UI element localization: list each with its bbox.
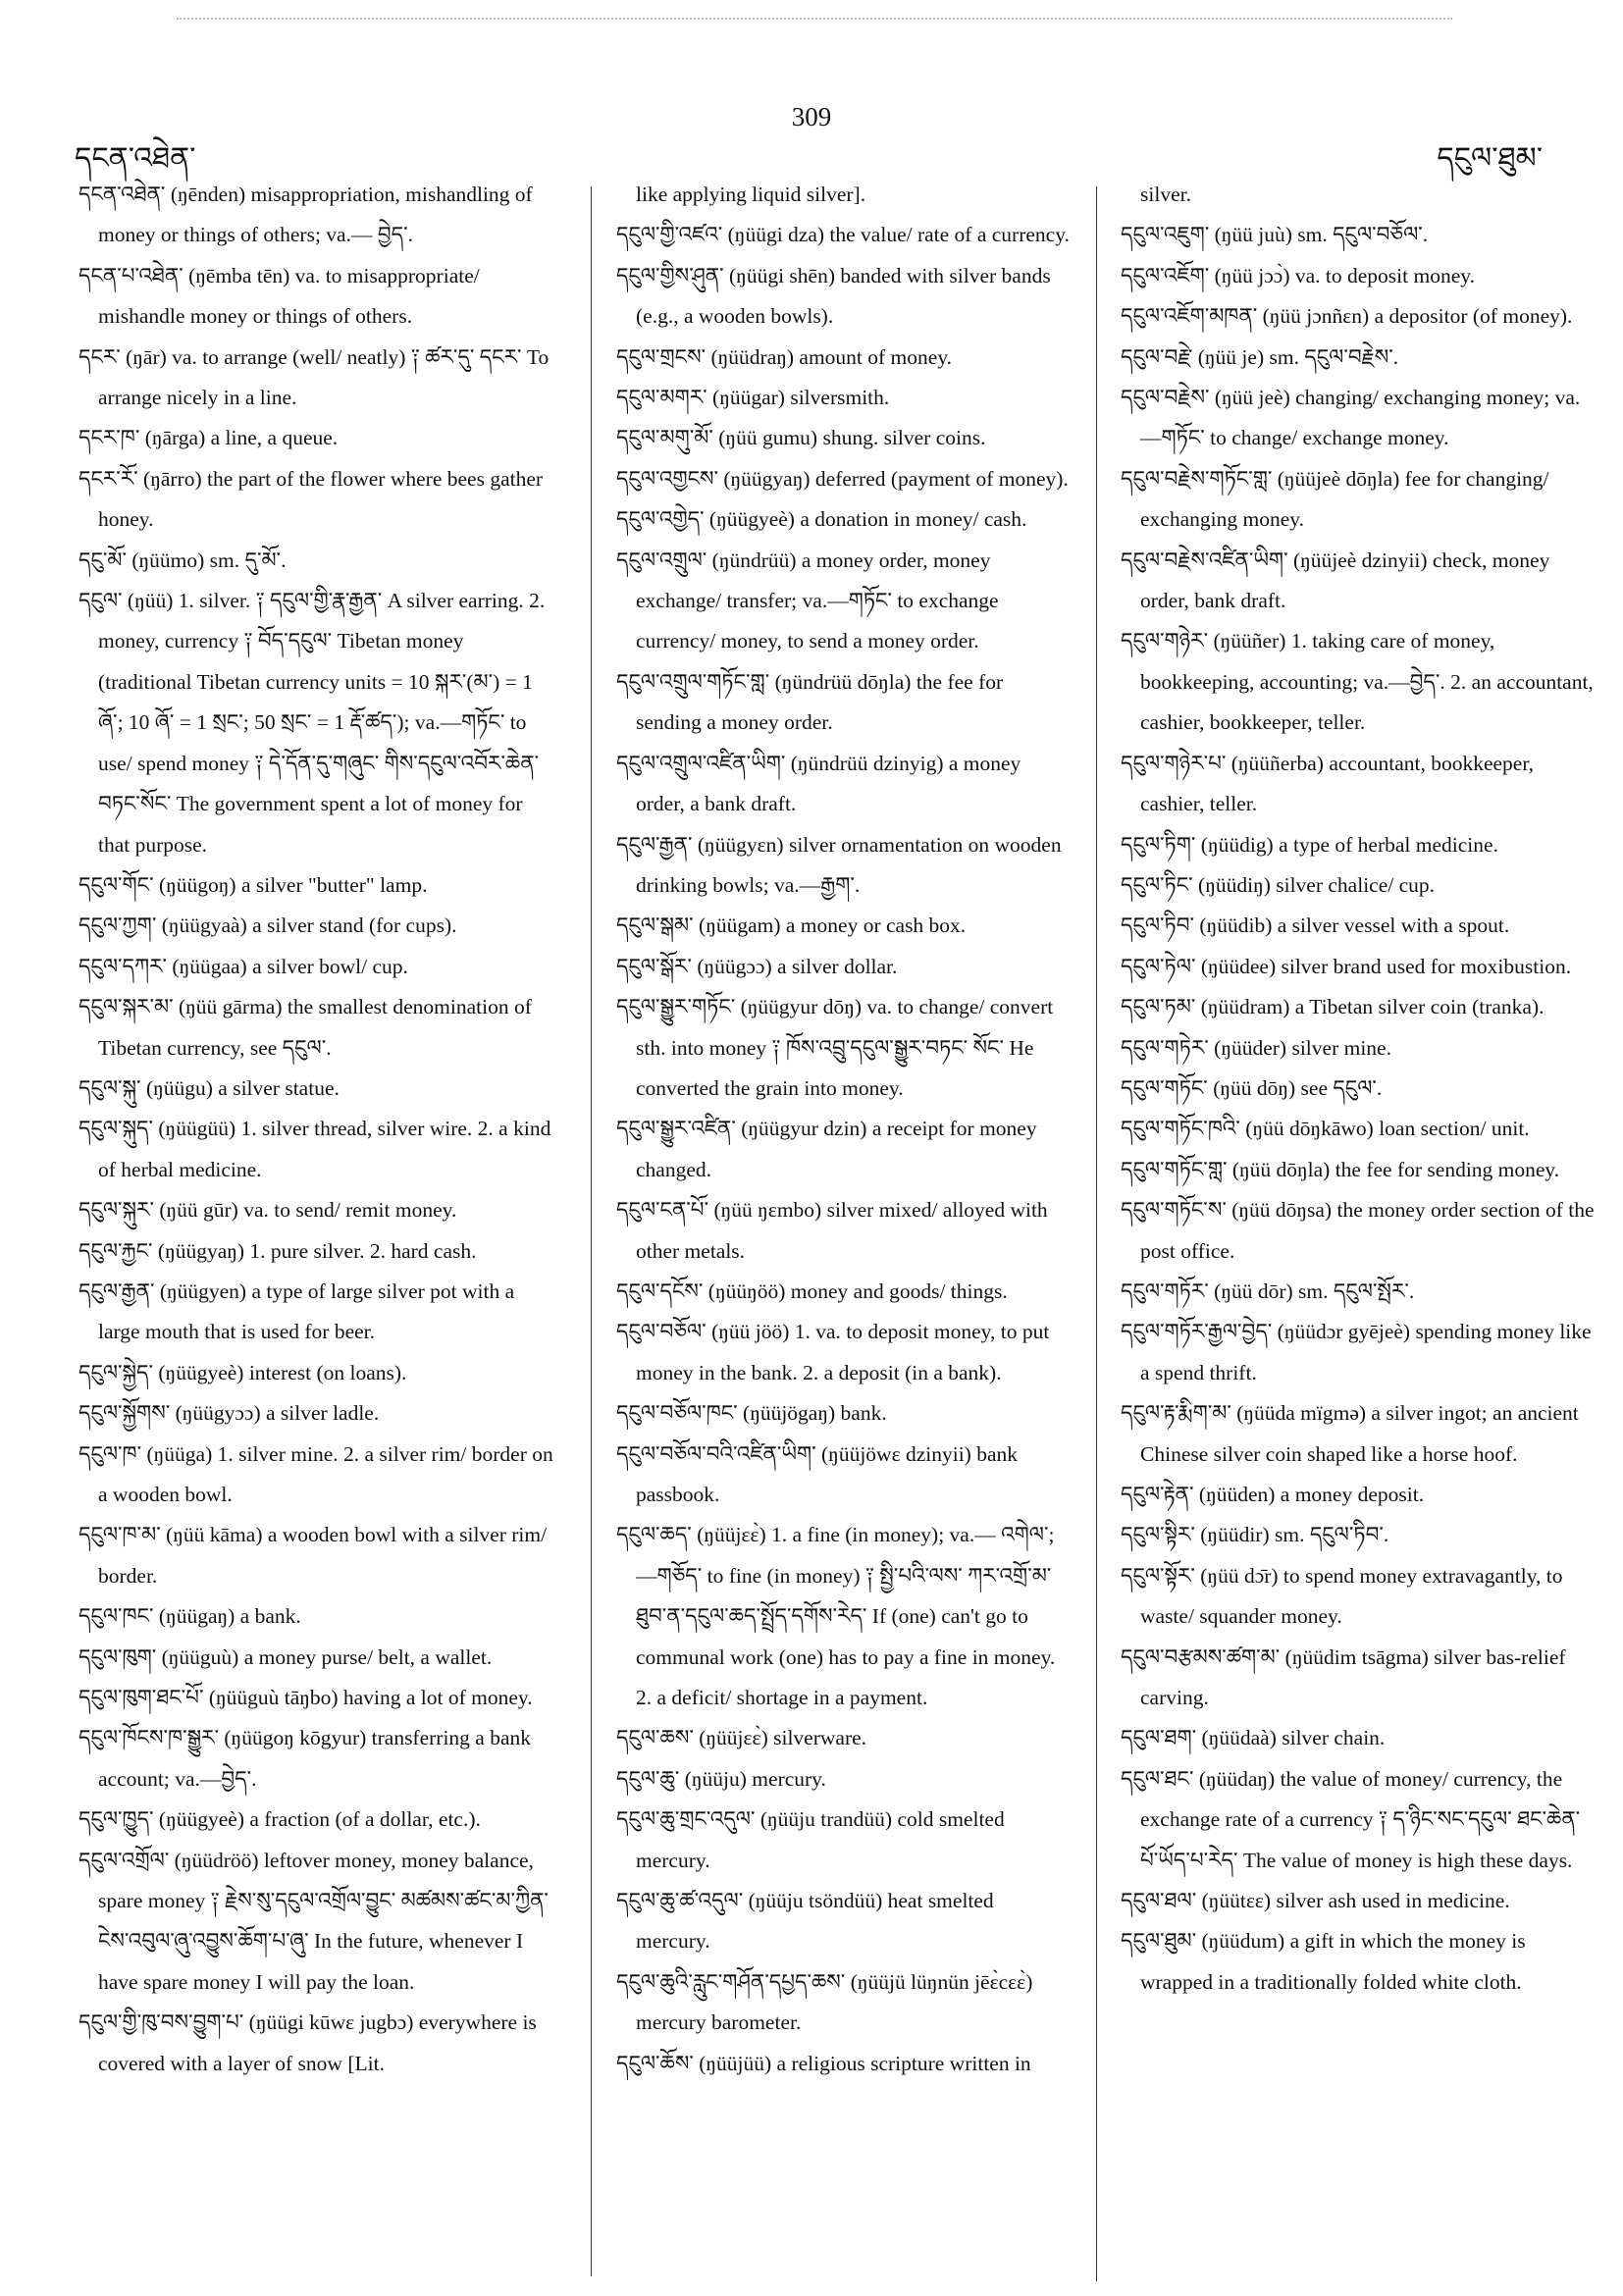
dictionary-entry: དངུལ་དཀར་ (ŋüügaa) a silver bowl/ cup. [79, 954, 408, 978]
dictionary-entry: དངུལ་མགར་ (ŋüügar) silversmith. [616, 386, 890, 410]
scan-edge-dots [177, 18, 1452, 20]
dictionary-entry: དངུལ་ཁུག་ཐང་པོ་ (ŋüüguù tāŋbo) having a lot of money. [79, 1686, 533, 1710]
dictionary-entry: དངུལ་ཆད་ (ŋüüjɛɛ̀) 1. a fine (in money); va.— འགེལ་; —གཅོད་ to fine (in money) ༑ སྤྱི་པའི་ལས་ ཀར་འགྲོ་མ་ཐུབ་ན་དངུལ་ཆད་སྤྲོད་དགོས་རེད་ If (one) can't go to communal work (one) has to pay a fine in money. 2. a deficit/ shortage in a payment. [616, 1523, 1056, 1710]
dictionary-entry: དངུལ་ཏིག་ (ŋüüdig) a type of herbal medicine. [1121, 832, 1498, 857]
left-guide-word: དངན་འཐེན་ [75, 142, 196, 175]
dictionary-entry: དངུལ་སྟོར་ (ŋüü dɔ̄r) to spend money extravagantly, to waste/ squander money. [1121, 1563, 1563, 1629]
dictionary-entry: དངུལ་སྐུད་ (ŋüügüü) 1. silver thread, silver wire. 2. a kind of herbal medicine. [79, 1117, 551, 1181]
dictionary-entry: དངུལ་ཆུ་ (ŋüüju) mercury. [616, 1766, 826, 1791]
dictionary-entry: དངུལ་གཏོང་ཁའི་ (ŋüü dōŋkāwo) loan section/ unit. [1121, 1117, 1530, 1141]
dictionary-entry: དངུལ་ཏིབ་ (ŋüüdib) a silver vessel with a spout. [1121, 913, 1510, 938]
dictionary-entry: དངུལ་རྐྱང་ (ŋüügyaŋ) 1. pure silver. 2. hard cash. [79, 1238, 477, 1263]
dictionary-entry: དངུལ་ཏམ་ (ŋüüdram) a Tibetan silver coin (tranka). [1121, 995, 1544, 1019]
dictionary-entry: དངུལ་འགྲུལ་གཏོང་གླ་ (ŋündrüü dōŋla) the fee for sending a money order. [616, 669, 1004, 735]
dictionary-entry: དངུལ་འགྲོལ་ (ŋüüdröö) leftover money, money balance, spare money ༑ རྗེས་སུ་དངུལ་འགྲོལ་བྱུང་ མཚམས་ཚང་མ་ཀྱིན་ངེས་འབུལ་ཞུ་འབྱུས་ཆོག་པ་ཞུ་ In the future, whenever I have spare money I will pay the loan. [79, 1848, 549, 1994]
dictionary-entry: དངུལ་ཁྱུད་ (ŋüügyeè) a fraction (of a dollar, etc.). [79, 1807, 481, 1832]
dictionary-entry: དངུལ་དངོས་ (ŋüüŋöö) money and goods/ things. [616, 1278, 1008, 1303]
dictionary-entry: དངུལ་བཅོལ་བའི་འཛིན་ཡིག་ (ŋüüjöwɛ dzinyii) bank passbook. [616, 1441, 1019, 1506]
dictionary-entry: དངུ་མོ་ (ŋüümo) sm. དུ་མོ་. [79, 548, 287, 572]
dictionary-entry: དངན་པ་འཐེན་ (ŋēmba tēn) va. to misappropriate/ mishandle money or things of others. [79, 263, 480, 329]
dictionary-entry: དངུལ་ཐང་ (ŋüüdaŋ) the value of money/ currency, the exchange rate of a currency ༑ ད་ཉིང་སང་དངུལ་ ཐང་ཆེན་པོ་ཡོད་པ་རེད་ The value of money is high these days. [1121, 1766, 1581, 1872]
dictionary-entry: དངུལ་སྒམ་ (ŋüügam) a money or cash box. [616, 913, 967, 938]
dictionary-entry: དངུལ་བརྩམས་ཚག་མ་ (ŋüüdim tsāgma) silver bas-relief carving. [1121, 1644, 1566, 1710]
dictionary-entry: like applying liquid silver]. [636, 183, 866, 206]
dictionary-entry: དངུལ་ཆས་ (ŋüüjɛɛ̀) silverware. [616, 1726, 867, 1750]
dictionary-entry: དངར་ (ŋār) va. to arrange (well/ neatly) ༑ ཚར་དུ་ དངར་ To arrange nicely in a line. [79, 344, 550, 410]
page-number: 309 [791, 102, 832, 131]
dictionary-entry: དངུལ་ཆུ་ཚ་འདུལ་ (ŋüüju tsöndüü) heat smelted mercury. [616, 1889, 994, 1954]
column-divider-1 [591, 186, 592, 2276]
dictionary-entry: དངུལ་འགྱེད་ (ŋüügyeè) a donation in money/ cash. [616, 507, 1027, 532]
dictionary-entry: དངུལ་སྐུ་ (ŋüügu) a silver statue. [79, 1075, 340, 1100]
dictionary-entry: དངུལ་སྐུར་ (ŋüü gūr) va. to send/ remit money. [79, 1198, 457, 1223]
dictionary-entry: དངུལ་གྱི་འཛའ་ (ŋüügi dza) the value/ rate of a currency. [616, 223, 1070, 247]
dictionary-entry: དངུལ་འགྲུལ་འཛིན་ཡིག་ (ŋündrüü dzinyig) a money order, a bank draft. [616, 751, 1021, 816]
dictionary-entry: དངུལ་སྐྱོགས་ (ŋüügyɔɔ) a silver ladle. [79, 1401, 380, 1426]
dictionary-entry: དངུལ་བཅོལ་ཁང་ (ŋüüjögaŋ) bank. [616, 1401, 887, 1426]
dictionary-entry: དངུལ་གྱི་ཁུ་བས་བྱུག་པ་ (ŋüügi kūwɛ jugbɔ) everywhere is covered with a layer of snow [Lit. [79, 2010, 537, 2075]
dictionary-entry: དངུལ་བཅོལ་ (ŋüü jöö) 1. va. to deposit money, to put money in the bank. 2. a deposit (in a bank). [616, 1320, 1050, 1384]
dictionary-entry: དངུལ་གཏོར་ (ŋüü dōr) sm. དངུལ་སྤོར་. [1121, 1278, 1415, 1303]
dictionary-entry: དངུལ་འགྱངས་ (ŋüügyaŋ) deferred (payment of money). [616, 466, 1069, 491]
dictionary-entry: དངུལ་ཏིང་ (ŋüüdiŋ) silver chalice/ cup. [1121, 872, 1436, 897]
dictionary-entry: དངུལ་ཐག་ (ŋüüdaà) silver chain. [1121, 1726, 1386, 1750]
dictionary-entry: དངུལ་ཁུག་ (ŋüüguù) a money purse/ belt, a wallet. [79, 1644, 493, 1669]
dictionary-entry: དངུལ་སྒྱུར་འཛིན་ (ŋüügyur dzin) a receipt for money changed. [616, 1117, 1037, 1181]
dictionary-entry: དངུལ་གཏོར་རྒྱལ་བྱེད་ (ŋüüdɔr gyējeè) spending money like a spend thrift. [1121, 1320, 1592, 1384]
dictionary-entry: དངུལ་འགྲུལ་ (ŋündrüü) a money order, money exchange/ transfer; va.—གཏོང་ to exchange currency/ money, to send a money order. [616, 548, 999, 653]
dictionary-entry: དངུལ་གྲངས་ (ŋüüdraŋ) amount of money. [616, 344, 953, 369]
dictionary-entry: དངུལ་གཏེར་ (ŋüüder) silver mine. [1121, 1035, 1391, 1060]
dictionary-entry: དངར་ཁ་ (ŋārga) a line, a queue. [79, 426, 339, 450]
dictionary-entry: དངུལ་སྒོར་ (ŋüügɔɔ) a silver dollar. [616, 954, 898, 978]
dictionary-entry: དངུལ་བརྗེ་ (ŋüü je) sm. དངུལ་བརྗེས་. [1121, 344, 1399, 369]
dictionary-entry: དངུལ་ཁང་ (ŋüügaŋ) a bank. [79, 1604, 301, 1629]
dictionary-entry: དངུལ་འཇོག་མཁན་ (ŋüü jɔnñɛn) a depositor (of money). [1121, 304, 1573, 329]
dictionary-entry: དངུལ་གཉེར་པ་ (ŋüüñerba) accountant, bookkeeper, cashier, teller. [1121, 751, 1535, 816]
dictionary-entry: དངུལ་ཁོངས་ཁ་སྒྱུར་ (ŋüügoŋ kōgyur) transferring a bank account; va.—བྱེད་. [79, 1726, 532, 1791]
dictionary-entry: དངུལ་རྟ་རྨིག་མ་ (ŋüüda mïgmə) a silver ingot; an ancient Chinese silver coin shaped like a horse hoof. [1121, 1401, 1579, 1466]
dictionary-entry: དངུལ་རྟེན་ (ŋüüden) a money deposit. [1121, 1483, 1425, 1506]
dictionary-entry: དངུལ་ཆུའི་རླུང་གཤོན་དཔྱད་ཆས་ (ŋüüjü lüŋnün jēɛ̀cɛɛ̀) mercury barometer. [616, 1969, 1033, 2035]
dictionary-column-1 [79, 175, 559, 2084]
dictionary-entry: དངུལ་འཇོག་ (ŋüü jɔɔ̀) va. to deposit money. [1121, 263, 1475, 287]
dictionary-entry: དངུལ་ཁ་མ་ (ŋüü kāma) a wooden bowl with a silver rim/ border. [79, 1523, 548, 1588]
dictionary-entry: དངུལ་ཐལ་ (ŋüütɛɛ) silver ash used in medicine. [1121, 1889, 1510, 1913]
dictionary-entry: དངུལ་བརྗེས་ (ŋüü jeè) changing/ exchanging money; va.—གཏོང་ to change/ exchange money. [1121, 386, 1581, 450]
dictionary-entry: དངུལ་བརྗེས་འཛིན་ཡིག་ (ŋüüjeè dzinyii) check, money order, bank draft. [1121, 548, 1550, 613]
dictionary-entry: དངུལ་མགུ་མོ་ (ŋüü gumu) shung. silver coins. [616, 426, 986, 450]
dictionary-entry: དངུལ་གཏོང་ (ŋüü dōŋ) see དངུལ་. [1121, 1075, 1383, 1100]
dictionary-entry: དངུལ་ཆོས་ (ŋüüjüü) a religious scripture written in [616, 2051, 1031, 2075]
dictionary-entry: དངར་རོ་ (ŋārro) the part of the flower where bees gather honey. [79, 466, 544, 532]
dictionary-entry: དངུལ་ཆུ་གྲང་འདུལ་ (ŋüüju trandüü) cold smelted mercury. [616, 1807, 1005, 1872]
column-divider-2 [1096, 186, 1097, 2281]
dictionary-entry: དངུལ་རྒྱན་ (ŋüügyɛn) silver ornamentation on wooden drinking bowls; va.—རྒྱག་. [616, 832, 1062, 897]
dictionary-column-3 [1121, 175, 1597, 2003]
dictionary-entry: དངུལ་བརྗེས་གཏོང་གླ་ (ŋüüjeè dōŋla) fee for changing/ exchanging money. [1121, 466, 1549, 532]
dictionary-entry: དངུལ་གཉེར་ (ŋüüñer) 1. taking care of money, bookkeeping, accounting; va.—བྱེད་. 2. an accountant, cashier, bookkeeper, teller. [1121, 629, 1594, 735]
dictionary-entry: དངུལ་གོང་ (ŋüügoŋ) a silver "butter" lamp. [79, 872, 428, 897]
dictionary-entry: དངུལ་གྱིས་ཤུན་ (ŋüügi shēn) banded with silver bands (e.g., a wooden bowls). [616, 263, 1051, 329]
dictionary-entry: དངུལ་ (ŋüü) 1. silver. ༑ དངུལ་གྱི་རྣ་རྒྱན་ A silver earring. 2. money, currency ༑ བོད་དངུལ་ Tibetan money (traditional Tibetan currency units = 10 སྐར་(མ་) = 1 ཞོ་; 10 ཞོ་ = 1 སྲང་; 50 སྲང་ = 1 རྡོ་ཚད་); va.—གཏོང་ to use/ spend money ༑ དེ་དོན་དུ་གཞུང་ གིས་དངུལ་འབོར་ཆེན་བཏང་སོང་ The government spent a lot of money for that purpose. [79, 589, 546, 857]
dictionary-entry: དངུལ་ཐུམ་ (ŋüüdum) a gift in which the money is wrapped in a traditionally folded white cloth. [1121, 1929, 1526, 1994]
dictionary-entry: དངུལ་སྐར་མ་ (ŋüü gārma) the smallest denomination of Tibetan currency, see དངུལ་. [79, 995, 532, 1060]
dictionary-entry: དངུལ་ཀྱག་ (ŋüügyaà) a silver stand (for cups). [79, 913, 457, 938]
dictionary-entry: དངུལ་གཏོང་གླ་ (ŋüü dōŋla) the fee for sending money. [1121, 1157, 1560, 1181]
dictionary-entry: silver. [1140, 183, 1191, 206]
dictionary-entry: དངན་འཐེན་ (ŋēnden) misappropriation, mishandling of money or things of others; va.— བྱེད་. [79, 183, 533, 247]
dictionary-entry: དངུལ་སྐྱེད་ (ŋüügyeè) interest (on loans). [79, 1360, 407, 1384]
dictionary-entry: དངུལ་སྒྱུར་གཏོང་ (ŋüügyur dōŋ) va. to change/ convert sth. into money ༑ ཁོས་འབྲུ་དངུལ་སྒྱུར་བཏང་ སོང་ He converted the grain into money. [616, 995, 1054, 1100]
dictionary-entry: དངུལ་ཏེལ་ (ŋüüdee) silver brand used for moxibustion. [1121, 954, 1572, 978]
right-guide-word: དངུལ་ཐུམ་ [1437, 142, 1543, 175]
dictionary-entry: དངུལ་ཁ་ (ŋüüga) 1. silver mine. 2. a silver rim/ border on a wooden bowl. [79, 1441, 553, 1506]
dictionary-column-2 [616, 175, 1070, 2084]
dictionary-entry: དངུལ་སྟིར་ (ŋüüdir) sm. དངུལ་ཏིབ་. [1121, 1523, 1389, 1547]
dictionary-entry: དངུལ་གཏོང་ས་ (ŋüü dōŋsa) the money order section of the post office. [1121, 1198, 1595, 1263]
dictionary-entry: དངུལ་འཇུག་ (ŋüü juù) sm. དངུལ་བཅོལ་. [1121, 223, 1429, 247]
dictionary-entry: དངུལ་རྒྱན་ (ŋüügyen) a type of large silver pot with a large mouth that is used for beer. [79, 1278, 515, 1344]
dictionary-entry: དངུལ་ངན་པོ་ (ŋüü ŋɛmbo) silver mixed/ alloyed with other metals. [616, 1198, 1048, 1263]
